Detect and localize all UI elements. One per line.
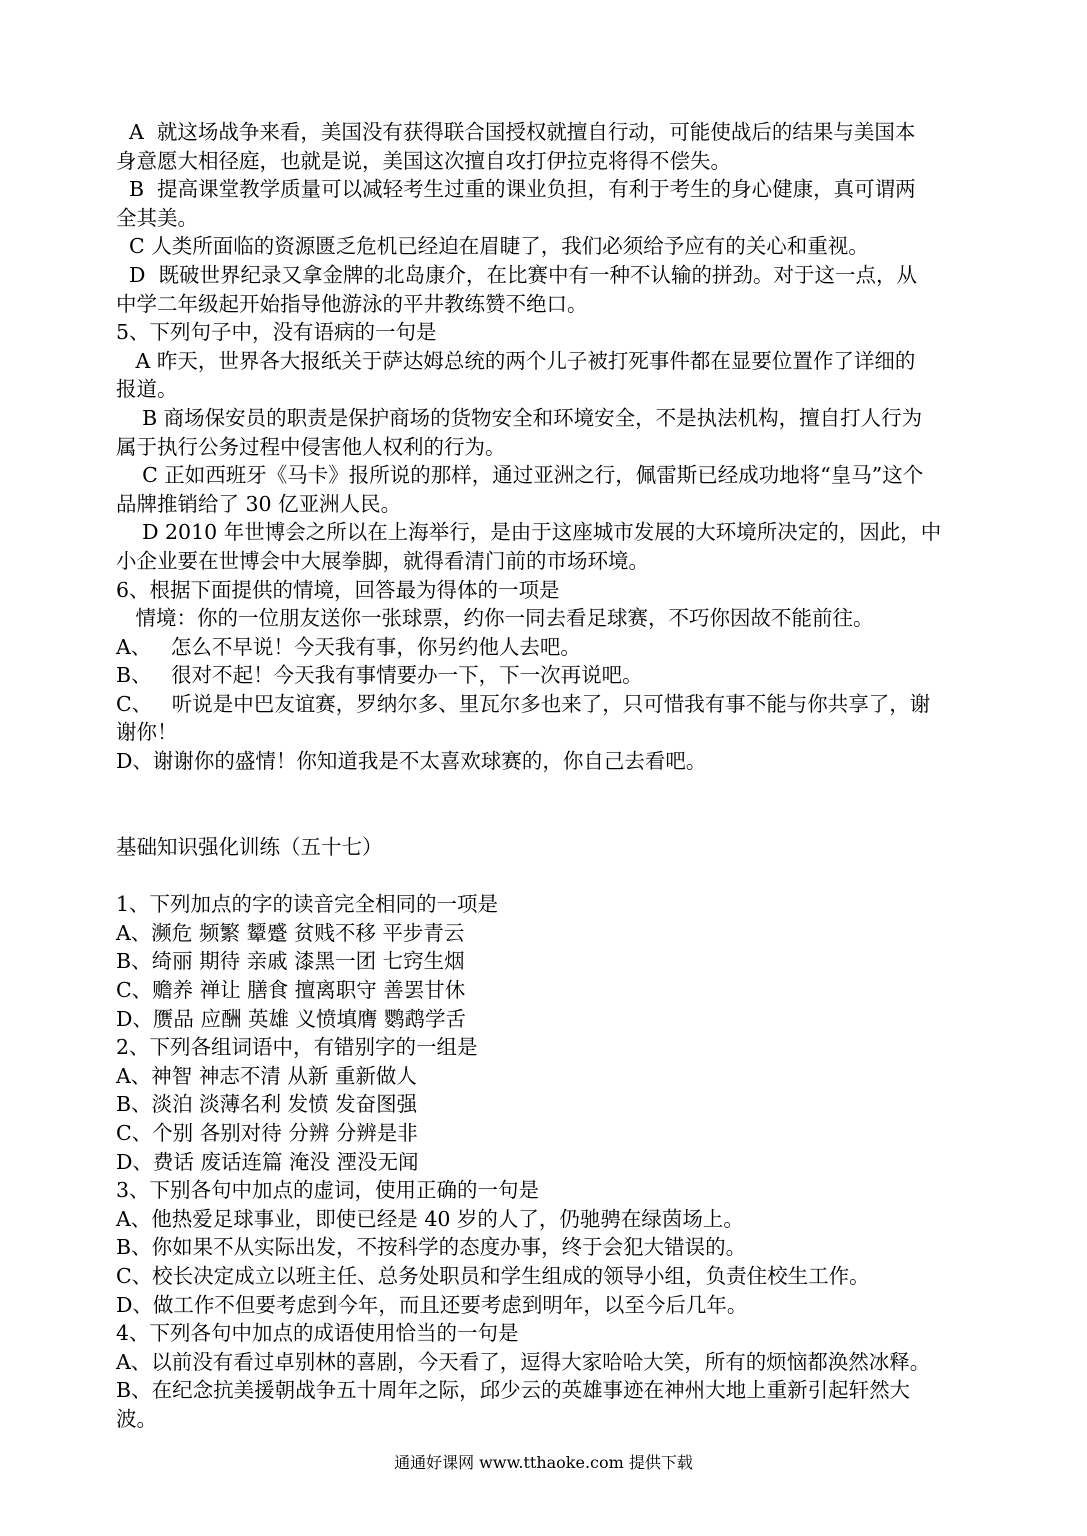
text-line: 品牌推销给了 30 亿亚洲人民。	[116, 491, 402, 516]
text-line: 报道。	[116, 377, 178, 402]
text-line: D 既破世界纪录又拿金牌的北岛康介，在比赛中有一种不认输的拼劲。对于这一点，从	[116, 262, 917, 287]
text-line: 属于执行公务过程中侵害他人权利的行为。	[116, 434, 506, 459]
text-line: A、以前没有看过卓别林的喜剧，今天看了，逗得大家哈哈大笑，所有的烦恼都涣然冰释。	[116, 1349, 931, 1374]
question-block-1	[116, 118, 976, 776]
question-block-2	[116, 890, 976, 1433]
text-line: C 人类所面临的资源匮乏危机已经迫在眉睫了，我们必须给予应有的关心和重视。	[116, 234, 869, 259]
text-line: B、在纪念抗美援朝战争五十周年之际，邱少云的英雄事迹在神州大地上重新引起轩然大	[116, 1378, 911, 1403]
text-line: C 正如西班牙《马卡》报所说的那样，通过亚洲之行，佩雷斯已经成功地将“皇马”这个	[116, 463, 924, 488]
question-heading: 4、下列各句中加点的成语使用恰当的一句是	[116, 1321, 519, 1346]
section-title: 基础知识强化训练（五十七）	[116, 834, 383, 859]
text-line: C、个别 各别对待 分辨 分辨是非	[116, 1121, 418, 1145]
text-line: B 提高课堂教学质量可以减轻考生过重的课业负担，有利于考生的身心健康，真可谓两	[116, 177, 916, 202]
text-line: C、赡养 禅让 膳食 擅离职守 善罢甘休	[116, 978, 466, 1003]
text-line: B 商场保安员的职责是保护商场的货物安全和环境安全，不是执法机构，擅自打人行为	[116, 405, 923, 430]
text-line: D 2010 年世博会之所以在上海举行，是由于这座城市发展的大环境所决定的，因此，中	[116, 520, 942, 545]
text-line: C、校长决定成立以班主任、总务处职员和学生组成的领导小组，负责住校生工作。	[116, 1263, 870, 1288]
spacer	[116, 776, 976, 833]
text-line: D、赝品 应酬 英雄 义愤填膺 鹦鹉学舌	[116, 1006, 467, 1031]
text-line: C、 听说是中巴友谊赛，罗纳尔多、里瓦尔多也来了，只可惜我有事不能与你共享了，谢	[116, 691, 931, 716]
text-line: B、 很对不起！今天我有事情要办一下，下一次再说吧。	[116, 663, 643, 688]
text-line: 情境：你的一位朋友送你一张球票，约你一同去看足球赛，不巧你因故不能前往。	[116, 606, 874, 631]
text-line: 身意愿大相径庭，也就是说，美国这次擅自攻打伊拉克将得不偿失。	[116, 148, 731, 173]
page-footer: 通通好课网 www.tthaoke.com 提供下载	[394, 1453, 693, 1472]
text-line: B、绮丽 期待 亲戚 漆黑一团 七窍生烟	[116, 949, 465, 974]
text-line: A、他热爱足球事业，即使已经是 40 岁的人了，仍驰骋在绿茵场上。	[116, 1206, 744, 1231]
spacer	[116, 861, 976, 890]
document-page	[116, 118, 976, 1434]
text-line: A、濒危 频繁 颦蹙 贫贱不移 平步青云	[116, 920, 465, 945]
text-line: A、神智 神志不清 从新 重新做人	[116, 1063, 417, 1088]
question-heading: 1、下列加点的字的读音完全相同的一项是	[116, 892, 499, 917]
text-line: 谢你！	[116, 720, 178, 745]
text-line: 波。	[116, 1406, 157, 1431]
text-line: A 昨天，世界各大报纸关于萨达姆总统的两个儿子被打死事件都在显要位置作了详细的	[116, 348, 916, 373]
question-heading: 5、下列句子中，没有语病的一句是	[116, 320, 437, 345]
text-line: A、 怎么不早说！今天我有事，你另约他人去吧。	[116, 634, 581, 659]
question-heading: 3、下别各句中加点的虚词，使用正确的一句是	[116, 1178, 540, 1203]
text-line: 中学二年级起开始指导他游泳的平井教练赞不绝口。	[116, 291, 588, 316]
text-line: B、你如果不从实际出发，不按科学的态度办事，终于会犯大错误的。	[116, 1235, 747, 1260]
text-line: 全其美。	[116, 205, 198, 230]
text-line: 小企业要在世博会中大展拳脚，就得看清门前的市场环境。	[116, 548, 649, 573]
text-line: D、谢谢你的盛情！你知道我是不太喜欢球赛的，你自己去看吧。	[116, 749, 707, 774]
text-line: D、做工作不但要考虑到今年，而且还要考虑到明年，以至今后几年。	[116, 1292, 748, 1317]
question-heading: 6、根据下面提供的情境，回答最为得体的一项是	[116, 577, 560, 602]
text-line: B、淡泊 淡薄名利 发愤 发奋图强	[116, 1092, 418, 1117]
question-heading: 2、下列各组词语中，有错别字的一组是	[116, 1035, 478, 1060]
text-line: A 就这场战争来看，美国没有获得联合国授权就擅自行动，可能使战后的结果与美国本	[116, 120, 916, 144]
text-line: D、费话 废话连篇 淹没 湮没无闻	[116, 1149, 419, 1174]
